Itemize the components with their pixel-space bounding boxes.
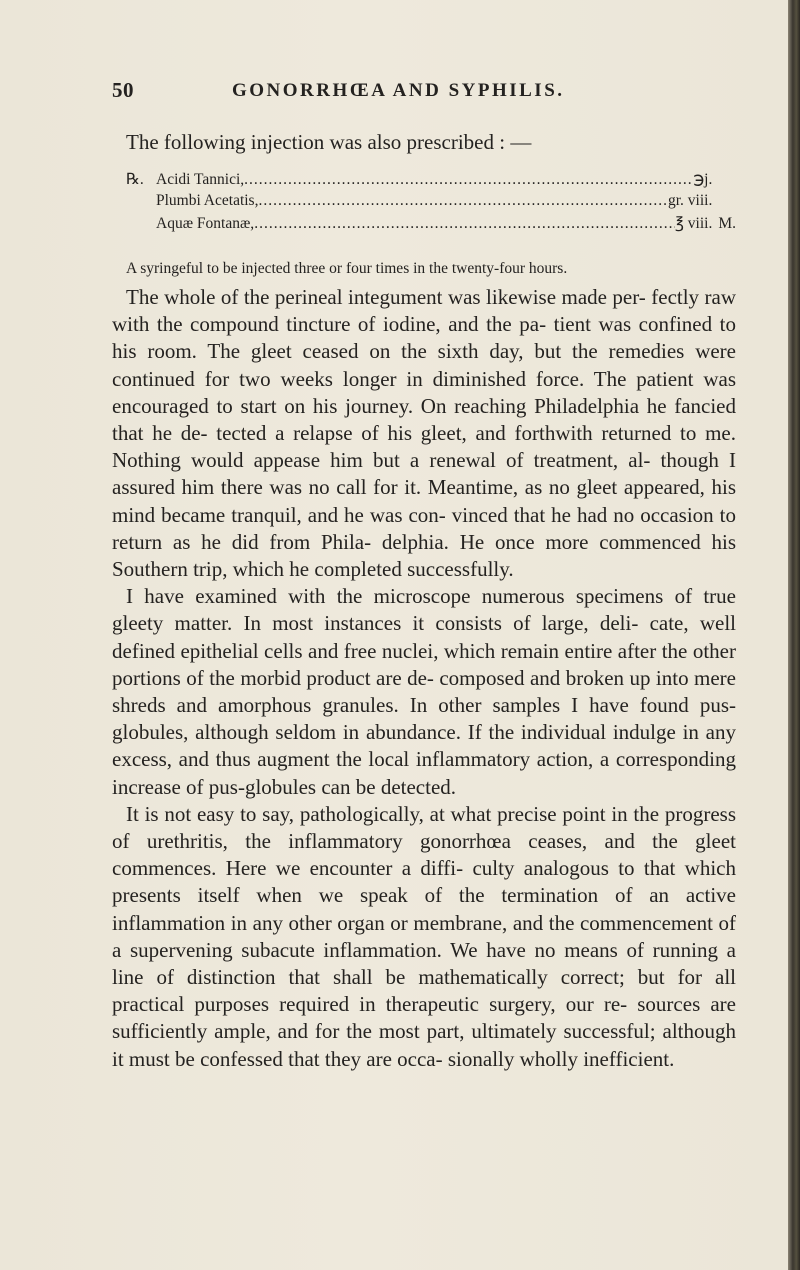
ingredient-name: Aquæ Fontanæ, xyxy=(156,215,255,232)
ingredient-quantity: ℥ viii. xyxy=(674,215,713,232)
prescription-line-1 xyxy=(126,170,736,192)
misce-mark: M. xyxy=(718,215,736,232)
ingredient-name: Acidi Tannici, xyxy=(156,171,245,188)
prescription-note: A syringeful to be injected three or four times in the twenty-four hours. xyxy=(126,260,568,277)
dot-leader xyxy=(254,215,675,233)
prescription-line-2 xyxy=(126,192,736,214)
paragraph: The whole of the perineal integument was likewise made per- fectly raw with the compound tincture of iodine, and the pa- tient was confined to his room. The gleet ceased on the sixth day, but the remedies were continued for two weeks longer in diminished force. The patient was encouraged to start on his journey. On reaching Philadelphia he fancied that he de- tected a relapse of his gleet, and forthwith returned to me. Nothing would appease him but a renewal of treatment, al- though I assured him there was no call for it. Meantime, as no gleet appeared, his mind became tranquil, and he was con- vinced that he had no occasion to return as he did from Phila- delphia. He once more commenced his Southern trip, which he completed successfully. xyxy=(112,285,736,582)
ingredient-quantity: ℈j. xyxy=(693,171,713,188)
ingredient-name: Plumbi Acetatis, xyxy=(156,192,259,209)
running-head: GONORRHŒA AND SYPHILIS. xyxy=(232,80,565,101)
ingredient-quantity: gr. viii. xyxy=(667,192,713,209)
paragraph: I have examined with the microscope numerous specimens of true gleety matter. In most instances it consists of large, deli- cate, well defined epithelial cells and free nuclei, which remain entire after the other portions of the morbid product are de- composed and broken up into mere shreds and amorphous granules. In other samples I have found pus-globules, although seldom in abundance. If the individual indulge in any excess, and thus augment the local inflammatory action, a corresponding increase of pus-globules can be detected. xyxy=(112,584,736,799)
dot-leader xyxy=(258,192,668,210)
intro-line: The following injection was also prescribed : — xyxy=(126,130,532,154)
page-header xyxy=(112,78,732,104)
page-edge-shadow xyxy=(788,0,800,1270)
prescription-line-3 xyxy=(126,214,736,236)
dot-leader xyxy=(244,171,693,189)
recipe-symbol: ℞. xyxy=(126,171,144,188)
page-number: 50 xyxy=(112,78,134,102)
prescription xyxy=(126,170,736,236)
body-text xyxy=(112,284,736,1073)
paragraph: It is not easy to say, pathologically, at what precise point in the progress of urethritis, the inflammatory gonorrhœa ceases, and the gleet commences. Here we encounter a diffi- culty analogous to that which presents itself when we speak of the termination of an active inflammation in any other organ or membrane, and the commencement of a supervening subacute inflammation. We have no means of running a line of distinction that shall be mathematically correct; but for all practical purposes required in therapeutic surgery, our re- sources are sufficiently ample, and for the most part, ultimately successful; although it must be confessed that they are occa- sionally wholly inefficient. xyxy=(112,801,736,1071)
